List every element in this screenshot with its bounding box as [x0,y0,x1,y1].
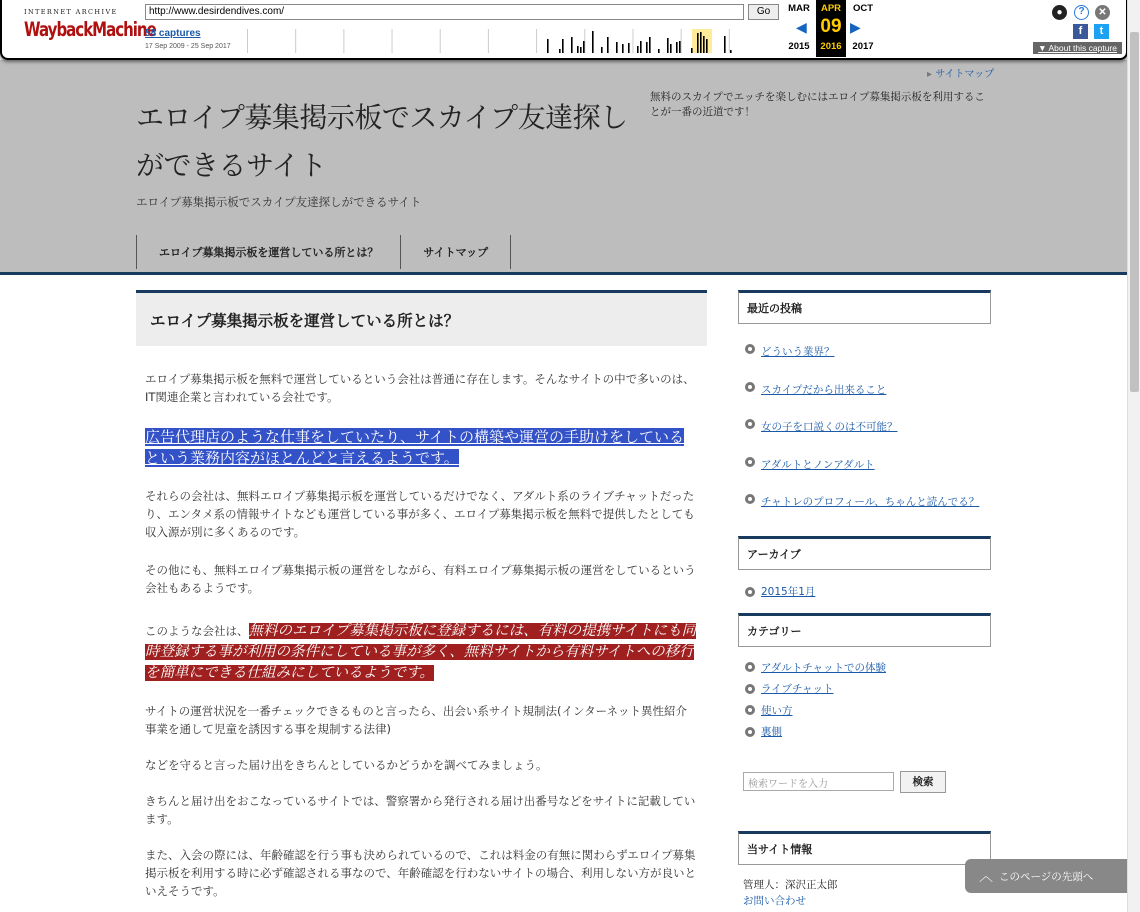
sparkline-capture-bar [676,42,678,53]
user-icon[interactable]: ● [1052,5,1067,20]
site-info-title: 当サイト情報 [738,831,991,865]
sparkline-capture-bar [622,44,624,53]
sparkline-current-year [692,29,712,53]
category-item [745,700,991,722]
sparkline-capture-bar [658,49,660,53]
category-item [745,678,991,700]
page-scrollbar[interactable] [1127,0,1140,912]
sparkline-capture-bar [730,50,732,53]
next-year: 2017 [852,41,874,52]
bullet-icon [745,344,755,354]
prev-year: 2015 [788,41,810,52]
sparkline-capture-bar [646,42,648,53]
bullet-icon [745,382,755,392]
site-header [0,60,1127,272]
bullet-icon [745,705,755,715]
recent-post-item [745,419,991,457]
article-title: エロイプ募集掲示板を運営している所とは？ [136,290,707,346]
sparkline-capture-bar [607,37,609,53]
search-input[interactable]: 検索ワードを入力 [743,772,894,791]
sparkline-capture-bar [592,31,594,53]
bullet-icon [745,587,755,597]
sparkline-capture-bar [547,39,549,53]
main-content [136,290,707,912]
toolbar-icons [1038,5,1110,23]
category-list [738,657,991,743]
current-year: 2016 [820,41,842,52]
sparkline-capture-bar [583,41,585,53]
highlight-blue-paragraph [145,427,698,469]
sparkline-capture-bar [679,41,681,53]
bullet-icon [745,684,755,694]
highlight-red-text: 無料のエロイプ募集掲示板に登録するには、有料の提携サイトにも同時登録する事が利用の条件にしている事が多く、無料サイトから有料サイトへの移行を簡単にできる仕組みにしているようです。 [145,623,697,681]
recent-posts-title: 最近の投稿 [738,290,991,324]
site-title[interactable]: エロイプ募集掲示板でスカイプ友達探しができるサイト [136,101,628,182]
recent-posts-list [738,344,991,532]
archive-item [745,582,991,602]
article-paragraph-5: サイトの運営状況を一番チェックできるものと言ったら、出会い系サイト規制法(インターネット異性紹介事業を通して児童を誘因する事を規制する法律) [145,704,687,736]
facebook-icon[interactable]: f [1073,24,1088,39]
chevron-up-icon: ︿ [979,869,993,885]
sparkline-capture-bar [691,48,693,53]
capture-sparkline[interactable] [247,26,777,53]
sparkline-capture-bar [628,43,630,53]
help-icon[interactable]: ? [1074,5,1089,20]
sparkline-capture-bar [601,47,603,53]
next-month-col[interactable] [848,0,878,57]
recent-post-item [745,344,991,382]
sparkline-capture-bar [616,42,618,53]
current-month: APR [820,3,842,14]
back-to-top-label: このページの先頭へ [999,870,1094,883]
back-to-top-button[interactable] [965,859,1127,893]
header-sitemap [927,65,994,80]
article-paragraph-6: などを守ると言った届け出をきちんとしているかどうかを調べてみましょう。 [145,758,548,772]
sparkline-capture-bar [697,33,699,53]
article-paragraph-7: きちんと届け出をおこなっているサイトでは、警察署から発行される届け出番号などをサイトに記載しています。 [145,794,696,826]
close-icon[interactable]: ✕ [1095,5,1110,20]
go-button[interactable]: Go [748,4,779,20]
url-input[interactable]: http://www.desirdendives.com/ [145,4,744,20]
sparkline-capture-bar [706,39,708,53]
sidebar [738,290,991,912]
nav-item-about[interactable]: エロイプ募集掲示板を運営している所とは？ [137,235,401,269]
category-item [745,657,991,679]
wayback-toolbar [0,0,1128,60]
recent-post-item [745,494,991,532]
current-month-col [816,0,846,57]
recent-post-item [745,382,991,420]
scrollbar-thumb[interactable] [1130,32,1139,392]
share-icons [1070,24,1110,40]
sparkline-capture-bar [667,38,669,53]
site-tagline: エロイプ募集掲示板でスカイプ友達探しができるサイト [136,195,422,209]
sparkline-capture-bar [670,44,672,53]
article-body [136,370,707,900]
recent-post-link[interactable]: どういう業界？ [761,346,835,358]
search-button[interactable]: 検索 [900,771,946,793]
category-item [745,721,991,743]
article-paragraph-3: その他にも、無料エロイプ募集掲示板の運営をしながら、有料エロイプ募集掲示板の運営をしているという会社もあるようです。 [145,563,696,595]
recent-post-link[interactable]: チャトレのプロフィール、ちゃんと読んでる？ [761,496,980,508]
highlight-red-paragraph [145,621,698,684]
next-capture-arrow-icon[interactable]: ▶ [850,20,861,36]
bullet-icon [745,727,755,737]
archive-title: アーカイブ [738,536,991,570]
bullet-icon [745,419,755,429]
prev-capture-arrow-icon[interactable]: ◀ [796,20,807,36]
wayback-machine-label: WaybackMachine [24,18,156,42]
recent-post-link[interactable]: アダルトとノンアダルト [761,458,875,471]
archive-link[interactable]: 2015年1月 [761,586,816,598]
twitter-icon[interactable]: t [1094,24,1109,39]
internet-archive-label: INTERNET ARCHIVE [24,8,118,16]
capture-range: 17 Sep 2009 - 25 Sep 2017 [145,43,231,50]
recent-post-item [745,457,991,495]
recent-post-link[interactable]: 女の子を口説くのは不可能？ [761,421,898,433]
search-form [738,771,991,793]
bullet-icon [745,662,755,672]
archive-list [738,582,991,602]
site-info [738,877,991,909]
category-link[interactable]: ライブチャット [761,683,834,696]
sparkline-capture-bar [577,46,579,53]
global-nav [136,235,511,269]
category-link[interactable]: 裏側 [761,726,782,739]
sitemap-link[interactable]: サイトマップ [935,69,995,80]
category-link[interactable]: アダルトチャットでの体験 [761,661,886,674]
sitemap-arrow-icon: ▸ [927,69,936,80]
sparkline-capture-bar [724,36,726,53]
article-paragraph-2: それらの会社は、無料エロイプ募集掲示板を運営しているだけでなく、アダルト系のライブチャットだったり、エンタメ系の情報サイトなども運営している事が多く、エロイプ募集掲示板を無料で提供したとしても収入源が別に多くあるのです。 [145,489,695,539]
prev-month: MAR [788,3,810,14]
sparkline-capture-bar [700,32,702,53]
sparkline-capture-bar [571,37,573,53]
site-description: 無料のスカイプでエッチを楽しむにはエロイプ募集掲示板を利用することが一番の近道です！ [650,91,985,118]
bullet-icon [745,494,755,504]
contact-link[interactable]: お問い合わせ [743,894,806,907]
next-month: OCT [852,3,874,14]
owner-name: 管理人：深沢正太郎 [743,878,838,891]
about-capture-link[interactable]: ▼ About this capture [1033,42,1122,54]
highlight-blue-text: 広告代理店のような仕事をしていたり、サイトの構築や運営の手助けをしているという業務内容がほとんどと言えるようです。 [145,428,684,467]
article-paragraph-8: また、入会の際には、年齢確認を行う事も決められているので、これは料金の有無に関わらずエロイプ募集掲示板を利用する時に必ず確認される事なので、年齢確認を行わないサイトの場合、利用しない方が良いといえそうです。 [145,848,696,898]
captures-link[interactable]: 58 captures [145,28,201,39]
sparkline-capture-bar [559,49,561,53]
category-title: カテゴリー [738,613,991,647]
article-paragraph-1: エロイプ募集掲示板を無料で運営しているという会社は普通に存在します。そんなサイトの中で多いのは、IT関連企業と言われている会社です。 [145,372,695,404]
nav-item-sitemap[interactable]: サイトマップ [401,235,511,269]
sparkline-capture-bar [703,36,705,53]
sparkline-capture-bar [649,37,651,53]
current-day: 09 [820,16,842,37]
bullet-icon [745,457,755,467]
red-paragraph-lead: このような会社は、 [145,624,249,638]
recent-post-link[interactable]: スカイプだから出来ること [761,383,887,396]
sparkline-capture-bar [562,39,564,53]
sparkline-capture-bar [637,46,639,53]
sparkline-capture-bar [580,47,582,53]
category-link[interactable]: 使い方 [761,704,793,717]
wayback-logo[interactable] [24,8,156,42]
calendar-nav [784,0,879,57]
sparkline-capture-bar [640,41,642,53]
header-divider [0,272,1127,275]
